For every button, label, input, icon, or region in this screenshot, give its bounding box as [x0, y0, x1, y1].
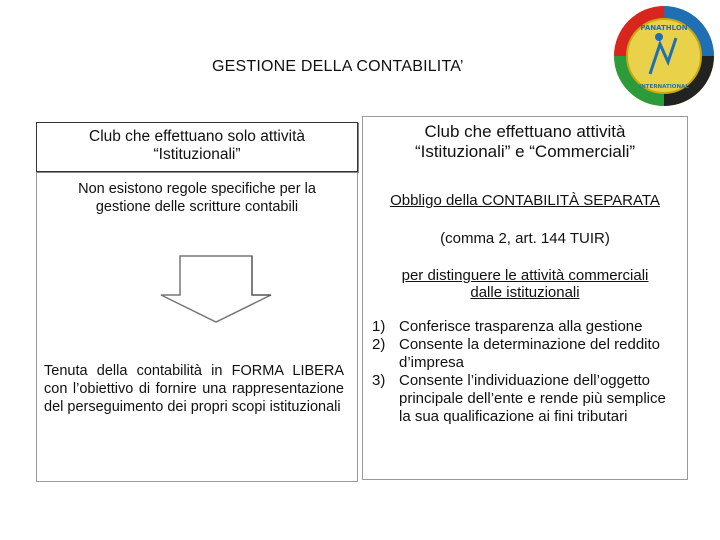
page-title: GESTIONE DELLA CONTABILITA’: [212, 58, 464, 75]
list-item-number: 2): [372, 336, 386, 353]
list-item: [372, 372, 672, 426]
list-item-text: Consente l’individuazione dell’oggetto principale dell’ente e rende più semplice la sua qualificazione ai fini tributari: [399, 372, 666, 425]
left-rules-text: [40, 180, 354, 216]
svg-text:PANATHLON: PANATHLON: [640, 24, 688, 32]
right-header-line1: Club che effettuano attività: [424, 122, 626, 141]
list-item: [372, 318, 672, 336]
list-item: [372, 336, 672, 372]
svg-text:INTERNATIONAL: INTERNATIONAL: [639, 84, 689, 90]
right-separate-accounting: Obbligo della CONTABILITÀ SEPARATA: [390, 192, 660, 209]
right-panel-header: [362, 122, 688, 172]
panathlon-logo: [612, 4, 716, 108]
list-item-text: Consente la determinazione del reddito d’impresa: [399, 336, 660, 371]
right-distinguish-text: [362, 267, 688, 301]
right-law-reference: (comma 2, art. 144 TUIR): [440, 230, 610, 247]
right-distinguish-line2: dalle istituzionali: [470, 284, 580, 301]
down-arrow-icon: [160, 255, 272, 323]
right-benefits-list: [372, 318, 672, 426]
left-body-text: Tenuta della contabilità in FORMA LIBERA con l’obiettivo di fornire una rappresentazione del perseguimento dei propri scopi istituzionali: [44, 363, 344, 415]
left-header-line1: Club che effettuano solo attività: [89, 128, 305, 145]
right-header-line2: “Istituzionali” e “Commerciali”: [414, 142, 636, 161]
list-item-number: 1): [372, 318, 386, 335]
left-rules-line1: Non esistono regole specifiche per la: [78, 181, 316, 197]
left-rules-line2: gestione delle scritture contabili: [95, 199, 299, 215]
right-distinguish-line1: per distinguere le attività commerciali: [401, 267, 649, 284]
list-item-text: Conferisce trasparenza alla gestione: [399, 318, 643, 335]
left-header-line2: “Istituzionali”: [153, 146, 241, 163]
list-item-number: 3): [372, 372, 386, 389]
left-panel-header: [36, 122, 358, 172]
